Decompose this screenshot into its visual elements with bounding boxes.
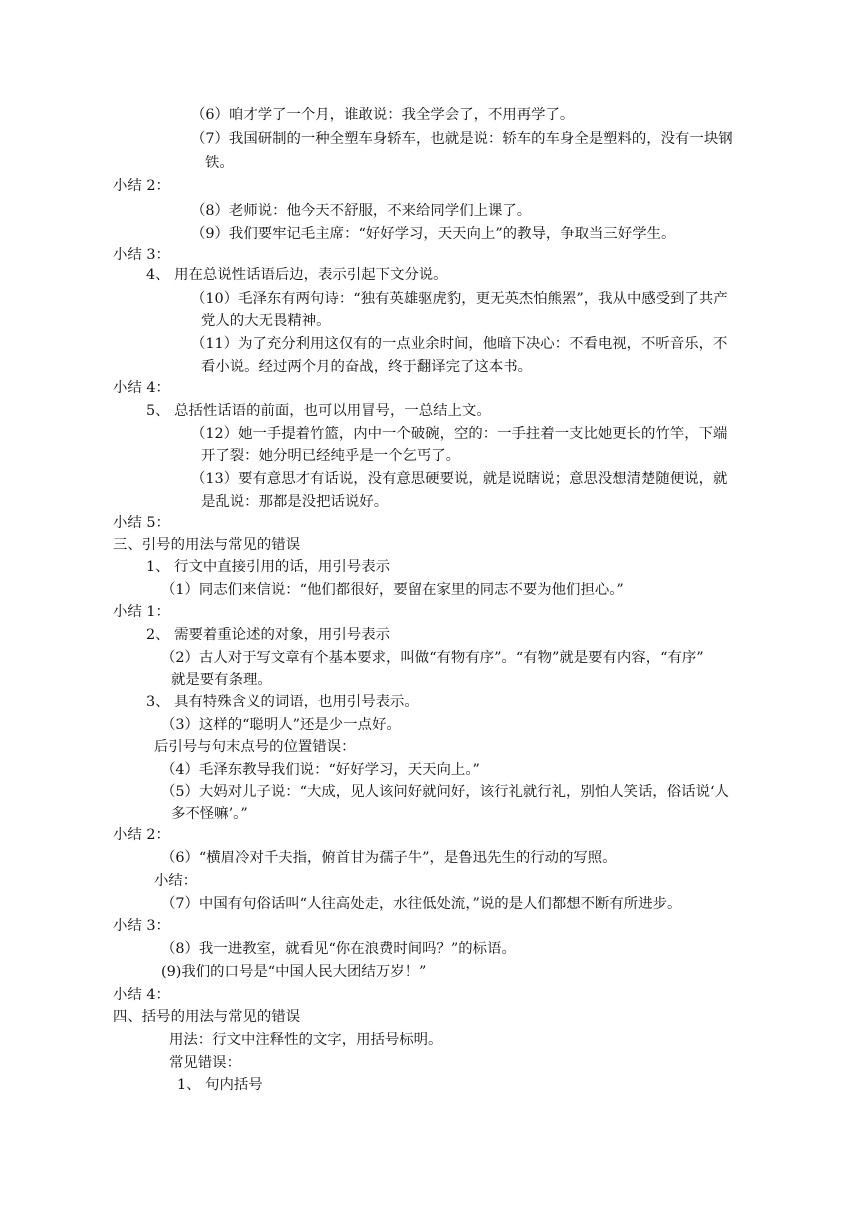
quote-rule-2: 2、 需要着重论述的对象，用引号表示 <box>146 627 390 643</box>
example-8: （8）老师说：他今天不舒服，不来给同学们上课了。 <box>191 203 532 219</box>
quote-example-9: (9)我们的口号是“中国人民大团结万岁！” <box>161 964 427 980</box>
quote-rule-3: 3、 具有特殊含义的词语，也用引号表示。 <box>146 694 419 710</box>
quote-example-3: （3）这样的“聪明人”还是少一点好。 <box>161 717 401 733</box>
quote-example-2-line-1: （2）古人对于写文章有个基本要求，叫做“有物有序”。“有物”就是要有内容，“有序” <box>161 650 704 666</box>
example-7-line-2: 铁。 <box>205 155 234 171</box>
quote-summary-1: 小结 1： <box>113 604 170 620</box>
quote-summary-3: 小结 3： <box>113 918 170 934</box>
summary-2: 小结 2： <box>113 178 170 194</box>
quote-summary-2: 小结 2： <box>113 827 170 843</box>
quote-example-2-line-2: 就是要有条理。 <box>171 672 272 688</box>
quote-rule-1: 1、 行文中直接引用的话，用引号表示 <box>146 559 390 575</box>
quote-example-4: （4）毛泽东教导我们说：“好好学习，天天向上。” <box>161 762 480 778</box>
example-6: （6）咱才学了一个月，谁敢说：我全学会了，不用再学了。 <box>191 107 575 123</box>
quote-example-8: （8）我一进教室，就看见“你在浪费时间吗？”的标语。 <box>161 941 516 957</box>
quote-error-heading: 后引号与句末点号的位置错误： <box>154 739 356 755</box>
example-13-line-1: （13）要有意思才有话说，没有意思硬要说，就是说瞎说；意思没想清楚随便说，就 <box>191 471 728 487</box>
example-9: （9）我们要牢记毛主席：“好好学习，天天向上”的教导，争取当三好学生。 <box>191 226 676 242</box>
example-10-line-2: 党人的大无畏精神。 <box>201 313 331 329</box>
quote-example-1: （1）同志们来信说：“他们都很好，要留在家里的同志不要为他们担心。” <box>161 582 624 598</box>
example-13-line-2: 是乱说：那都是没把话说好。 <box>201 494 389 510</box>
example-12-line-1: （12）她一手提着竹篮，内中一个破碗，空的：一手拄着一支比她更长的竹竿，下端 <box>191 426 728 442</box>
quote-summary-4: 小结 4： <box>113 987 170 1003</box>
section-heading-brackets: 四、括号的用法与常见的错误 <box>113 1009 301 1025</box>
rule-5: 5、 总括性话语的前面，也可以用冒号，一总结上文。 <box>146 403 491 419</box>
quote-example-6: （6）“横眉冷对千夫指，俯首甘为孺子牛”，是鲁迅先生的行动的写照。 <box>161 850 617 866</box>
quote-example-7: （7）中国有句俗话叫“人往高处走，水往低处流，”说的是人们都想不断有所进步。 <box>161 896 682 912</box>
example-11-line-1: （11）为了充分利用这仅有的一点业余时间，他暗下决心：不看电视，不听音乐，不 <box>191 336 728 352</box>
summary-5: 小结 5： <box>113 515 170 531</box>
summary-3: 小结 3： <box>113 247 170 263</box>
example-10-line-1: （10）毛泽东有两句诗：“独有英雄驱虎豹，更无英杰怕熊罴”，我从中感受到了共产 <box>191 291 728 307</box>
example-11-line-2: 看小说。经过两个月的奋战，终于翻译完了这本书。 <box>201 359 532 375</box>
summary-4: 小结 4： <box>113 380 170 396</box>
example-12-line-2: 开了裂：她分明已经纯乎是一个乞丐了。 <box>201 448 461 464</box>
quote-example-5-line-1: （5）大妈对儿子说：“大成，见人该问好就问好，该行礼就行礼，别怕人笑话，俗话说‘人 <box>161 784 729 800</box>
bracket-usage: 用法：行文中注释性的文字，用括号标明。 <box>169 1032 443 1048</box>
section-heading-quotation-marks: 三、引号的用法与常见的错误 <box>113 537 301 553</box>
bracket-common-errors: 常见错误： <box>169 1055 241 1071</box>
quote-example-5-line-2: 多不怪嘛’。” <box>171 806 248 822</box>
rule-4: 4、 用在总说性话语后边，表示引起下文分说。 <box>146 267 448 283</box>
bracket-error-1: 1、 句内括号 <box>177 1077 263 1093</box>
quote-subsummary: 小结： <box>154 873 198 889</box>
example-7-line-1: （7）我国研制的一种全塑车身轿车，也就是说：轿车的车身全是塑料的，没有一块钢 <box>191 131 733 147</box>
